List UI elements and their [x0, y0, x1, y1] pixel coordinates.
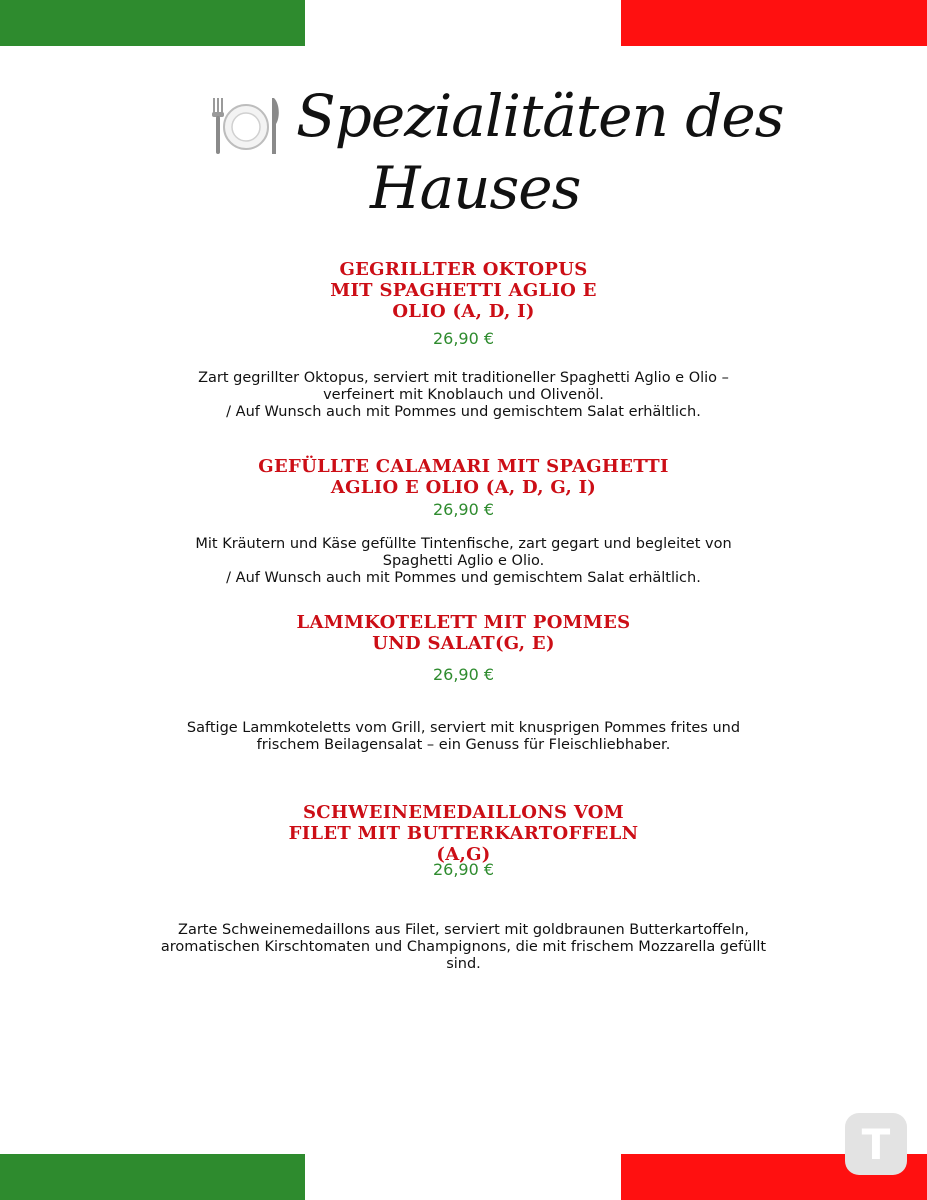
description-line: Spaghetti Aglio e Olio. — [382, 553, 545, 569]
menu-item-description — [0, 370, 927, 421]
description-line: sind. — [446, 956, 481, 972]
menu-item-name-line: (A,G) — [436, 844, 491, 865]
flag-stripe-red-top — [621, 0, 927, 46]
menu-item-name — [0, 456, 927, 498]
menu-item-name-line: UND SALAT(G, E) — [372, 633, 555, 654]
page-header — [200, 82, 784, 232]
description-line: Zarte Schweinemedaillons aus Filet, serviert mit goldbraunen Butterkartoffeln, — [178, 922, 749, 938]
menu-item-name — [0, 259, 927, 322]
menu-item-name-line: AGLIO E OLIO (A, D, G, I) — [330, 477, 597, 498]
flag-stripe-green-top — [0, 0, 305, 46]
description-line: verfeinert mit Knoblauch und Olivenöl. — [323, 387, 604, 403]
description-line: Mit Kräutern und Käse gefüllte Tintenfische, zart gegart und begleitet von — [195, 536, 732, 552]
menu-item-name-line: GEFÜLLTE CALAMARI MIT SPAGHETTI — [258, 456, 669, 477]
menu-item-name — [0, 612, 927, 654]
menu-item-name — [0, 802, 927, 865]
menu-item-price: 26,90 € — [432, 500, 495, 519]
description-line: Saftige Lammkoteletts vom Grill, serviert mit knusprigen Pommes frites und — [186, 720, 741, 736]
menu-item-name-line: LAMMKOTELETT MIT POMMES — [296, 612, 631, 633]
description-line: frischem Beilagensalat – ein Genuss für Fleischliebhaber. — [256, 737, 671, 753]
badge-letter: T — [861, 1119, 891, 1169]
page-title-line-1: Spezialitäten des — [296, 82, 784, 150]
description-line: / Auf Wunsch auch mit Pommes und gemischtem Salat erhältlich. — [226, 570, 701, 586]
menu-item-name-line: MIT SPAGHETTI AGLIO E — [330, 280, 597, 301]
menu-item-description — [0, 536, 927, 587]
menu-item-price: 26,90 € — [432, 665, 495, 684]
flag-stripe-green-bottom — [0, 1154, 305, 1200]
menu-item-price: 26,90 € — [432, 329, 495, 348]
menu-item-name-line: GEGRILLTER OKTOPUS — [339, 259, 588, 280]
page-title-line-2: Hauses — [370, 154, 581, 222]
description-line: / Auf Wunsch auch mit Pommes und gemischtem Salat erhältlich. — [226, 404, 701, 420]
description-line: aromatischen Kirschtomaten und Champignons, die mit frischem Mozzarella gefüllt — [160, 939, 767, 955]
menu-item-description — [0, 922, 927, 973]
menu-item-name-line: SCHWEINEMEDAILLONS VOM — [302, 802, 625, 823]
description-line: Zart gegrillter Oktopus, serviert mit traditioneller Spaghetti Aglio e Olio – — [198, 370, 729, 386]
menu-item-name-line: OLIO (A, D, I) — [392, 301, 535, 322]
logo-badge-icon[interactable] — [845, 1113, 907, 1175]
menu-item-description — [0, 720, 927, 754]
menu-item-price: 26,90 € — [432, 860, 495, 879]
plate-fork-knife-icon — [204, 94, 286, 158]
menu-item-name-line: FILET MIT BUTTERKARTOFFELN — [288, 823, 639, 844]
